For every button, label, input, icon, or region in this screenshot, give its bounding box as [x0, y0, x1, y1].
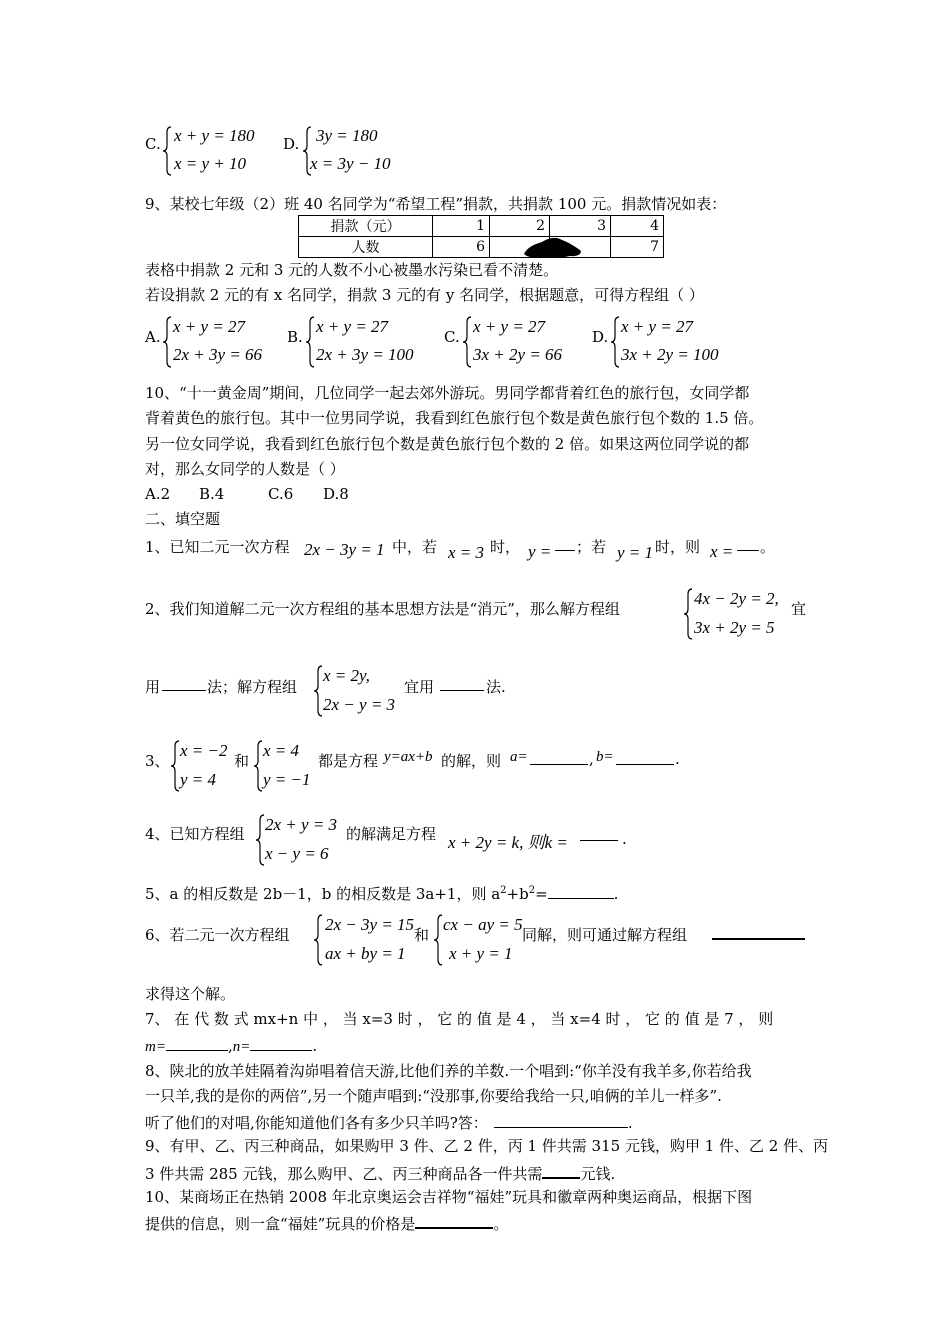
f9-end: 元钱. — [580, 1165, 616, 1183]
equation: 2x + 3y = 66 — [173, 345, 263, 364]
answer-blank[interactable] — [162, 676, 206, 691]
f4-equation: x + 2y = k, 则k = — [448, 833, 568, 852]
f2-text: 2、我们知道解二元一次方程组的基本思想方法是“消元”，那么解方程组 — [145, 600, 620, 618]
f3-text: 和 — [234, 752, 250, 770]
equation: x + y = 180 — [174, 126, 255, 145]
equation: 2x + y = 3 — [265, 815, 338, 834]
f8-end: . — [627, 1114, 633, 1132]
q9-option-a-system — [162, 316, 282, 368]
f5-part: . — [613, 885, 619, 903]
table-row — [299, 216, 664, 237]
table-cell: 3 — [550, 216, 611, 237]
q9-note: 表格中捐款 2 元和 3 元的人数不小心被墨水污染已看不清楚。 — [145, 261, 559, 279]
f2-text: 法. — [486, 678, 506, 696]
f3-a: a= — [510, 749, 528, 765]
f1-equation: 2x − 3y = 1 — [304, 540, 385, 559]
equation: 2x − 3y = 15 — [325, 915, 415, 934]
q8-option-c-label: C. — [145, 135, 161, 153]
f1-text: ；若 — [576, 538, 607, 556]
table-cell: 7 — [611, 237, 664, 258]
equation: 3x + 2y = 66 — [473, 345, 563, 364]
f4-text: . — [622, 830, 627, 848]
equation: x + y = 27 — [173, 317, 246, 336]
q9-intro: 9、某校七年级（2）班 40 名同学为“希望工程”捐款，共捐款 100 元。捐款情况如表： — [145, 195, 727, 213]
f1-text: 中，若 — [392, 538, 438, 556]
f10-line: 10、某商场正在热销 2008 年北京奥运会吉祥物“福娃”玩具和徽章两种奥运商品，根据下图 — [145, 1188, 753, 1206]
f8-line: 8、陕北的放羊娃隔着沟峁唱着信天游,比他们养的羊数.一个唱到:“你羊没有我羊多,你若给我 — [145, 1062, 752, 1080]
f9-line: 9、有甲、乙、丙三种商品，如果购甲 3 件、乙 2 件，丙 1 件共需 315 元钱，购甲 1 件、乙 2 件、丙 — [145, 1137, 829, 1155]
answer-blank[interactable] — [580, 831, 618, 841]
f4-system — [255, 814, 355, 866]
q10-option-b: B.4 — [199, 485, 225, 503]
table-row — [299, 237, 664, 258]
equation: 2x + 3y = 100 — [316, 345, 414, 364]
equation: ax + by = 1 — [325, 944, 406, 963]
f7-n: n= — [232, 1039, 251, 1055]
answer-blank[interactable] — [250, 1036, 312, 1051]
equation: cx − ay = 5 — [443, 915, 523, 934]
answer-blank[interactable] — [555, 541, 575, 551]
f2-system-2 — [313, 665, 413, 717]
q10-option-c: C.6 — [268, 485, 294, 503]
table-cell: 捐款（元） — [299, 216, 433, 237]
equation: x = 3y − 10 — [310, 154, 391, 173]
f7-m: m= — [145, 1039, 166, 1055]
q9-option-c-label: C. — [444, 328, 460, 346]
f3-text: 都是方程 — [318, 752, 379, 770]
table-cell: 2 — [490, 216, 550, 237]
equation: 3y = 180 — [316, 126, 378, 145]
q8-option-c-system — [162, 126, 272, 176]
f8-answer-line — [145, 1112, 633, 1133]
q10-line: 10、“十一黄金周”期间，几位同学一起去郊外游玩。男同学都背着红色的旅行包，女同学都 — [145, 384, 750, 402]
f4-text: 的解满足方程 — [346, 825, 437, 843]
table-cell: 4 — [611, 216, 664, 237]
f1-condition: x = 3 — [448, 543, 485, 562]
equation: 2x − y = 3 — [323, 695, 396, 714]
equation: x = y + 10 — [174, 154, 247, 173]
q9-option-d-label: D. — [592, 328, 609, 346]
f6-text: 求得这个解。 — [145, 985, 236, 1003]
q9-option-b-system — [305, 316, 430, 368]
q8-option-d-label: D. — [283, 135, 300, 153]
ink-stain — [522, 236, 584, 260]
f10-answer-line — [145, 1213, 508, 1234]
answer-blank[interactable] — [712, 924, 805, 940]
q8-option-d-system — [302, 126, 412, 176]
q10-option-d: D.8 — [323, 485, 349, 503]
q9-option-b-label: B. — [287, 328, 303, 346]
answer-blank[interactable] — [542, 1163, 580, 1179]
equation: x + y = 27 — [316, 317, 389, 336]
superscript: 2 — [528, 885, 536, 896]
equation: y = −1 — [263, 770, 311, 789]
q9-option-a-label: A. — [145, 328, 161, 346]
section-title: 二、填空题 — [145, 510, 221, 528]
f1-text: 。 — [760, 538, 776, 556]
equation: 4x − 2y = 2, — [694, 589, 779, 608]
equation: x + y = 27 — [473, 317, 546, 336]
answer-blank[interactable] — [415, 1213, 493, 1229]
equation: x + y = 27 — [621, 317, 694, 336]
f5-part: 5、a 的相反数是 2b－1，b 的相反数是 3a+1，则 a — [145, 885, 501, 903]
f5-part: = — [535, 885, 548, 903]
equation: y = 4 — [180, 770, 217, 789]
f2-text: 宜用 — [404, 678, 435, 696]
q9-option-c-system — [462, 316, 582, 368]
equation: x = 2y, — [323, 666, 370, 685]
f2-text: 宜 — [791, 600, 807, 618]
f10-line: 提供的信息，则一盒“福娃”玩具的价格是 — [145, 1215, 416, 1233]
f3-b: b= — [596, 749, 614, 765]
f1-x: x = — [710, 542, 734, 561]
equation: 3x + 2y = 100 — [621, 345, 719, 364]
f4-text: 4、已知方程组 — [145, 825, 245, 843]
equation: x = 4 — [263, 741, 300, 760]
comma: , — [589, 750, 594, 768]
f2-text: 用 — [145, 678, 161, 696]
f9-answer-line — [145, 1163, 615, 1184]
answer-blank[interactable] — [737, 541, 759, 551]
f6-text: 和 — [414, 926, 430, 944]
table-cell: 人数 — [299, 237, 433, 258]
f7-end: . — [312, 1037, 318, 1055]
answer-blank[interactable] — [530, 750, 588, 765]
f3-system-1 — [170, 740, 240, 792]
f3-equation: y=ax+b — [384, 749, 433, 765]
q10-line: 另一位女同学说，我看到红色旅行包个数是黄色旅行包个数的 2 倍。如果这两位同学说的都 — [145, 435, 750, 453]
f1-text: 1、已知二元一次方程 — [145, 538, 290, 556]
f3-system-2 — [253, 740, 323, 792]
f2-text: 法；解方程组 — [207, 678, 298, 696]
f7-answers — [145, 1036, 317, 1056]
f3-text: 的解，则 — [441, 752, 502, 770]
answer-blank[interactable] — [548, 884, 614, 899]
f5-text — [145, 883, 618, 904]
q9-setup: 若设捐款 2 元的有 x 名同学，捐款 3 元的有 y 名同学，根据题意，可得方程组（ ） — [145, 286, 704, 304]
table-cell: 6 — [433, 237, 490, 258]
f5-part: +b — [506, 885, 529, 903]
f1-text: 时， — [490, 538, 521, 556]
f2-system-1 — [683, 588, 793, 640]
q9-option-d-system — [610, 316, 735, 368]
q10-line: 对，那么女同学的人数是（ ） — [145, 460, 345, 478]
q10-option-a: A.2 — [145, 485, 171, 503]
f3-text: . — [675, 750, 680, 768]
f6-system-2 — [433, 914, 533, 966]
donation-table — [298, 215, 664, 258]
equation: x + y = 1 — [449, 944, 513, 963]
f8-line: 一只羊,我的是你的两倍”,另一个随声唱到:“没那事,你要给我给一只,咱俩的羊儿一样多”. — [145, 1087, 722, 1105]
f1-text: 时，则 — [655, 538, 701, 556]
f6-system-1 — [313, 914, 423, 966]
superscript: 2 — [500, 885, 507, 896]
f6-text: 6、若二元一次方程组 — [145, 926, 290, 944]
answer-blank[interactable] — [440, 676, 484, 691]
answer-blank[interactable] — [494, 1113, 628, 1128]
f6-text: 同解，则可通过解方程组 — [522, 926, 688, 944]
f7-line: 7、 在 代 数 式 mx+n 中 ， 当 x=3 时 ， 它 的 值 是 4 ， 当 x=4 时 ， 它 的 值 是 7 ， 则 — [145, 1010, 774, 1028]
f1-y: y = — [528, 542, 552, 561]
answer-blank[interactable] — [166, 1036, 228, 1051]
equation: x = −2 — [180, 741, 228, 760]
f8-line: 听了他们的对唱,你能知道他们各有多少只羊吗?答： — [145, 1114, 488, 1132]
table-cell: 1 — [433, 216, 490, 237]
f3-text: 3、 — [145, 752, 170, 770]
equation: x − y = 6 — [265, 844, 329, 863]
q10-line: 背着黄色的旅行包。其中一位男同学说，我看到红色旅行包个数是黄色旅行包个数的 1.5 倍。 — [145, 409, 764, 427]
answer-blank[interactable] — [616, 750, 674, 765]
f9-line: 3 件共需 285 元钱，那么购甲、乙、丙三种商品各一件共需 — [145, 1165, 543, 1183]
f10-end: 。 — [493, 1215, 509, 1233]
equation: 3x + 2y = 5 — [694, 618, 775, 637]
comma: , — [227, 1037, 233, 1055]
f1-condition: y = 1 — [617, 543, 654, 562]
